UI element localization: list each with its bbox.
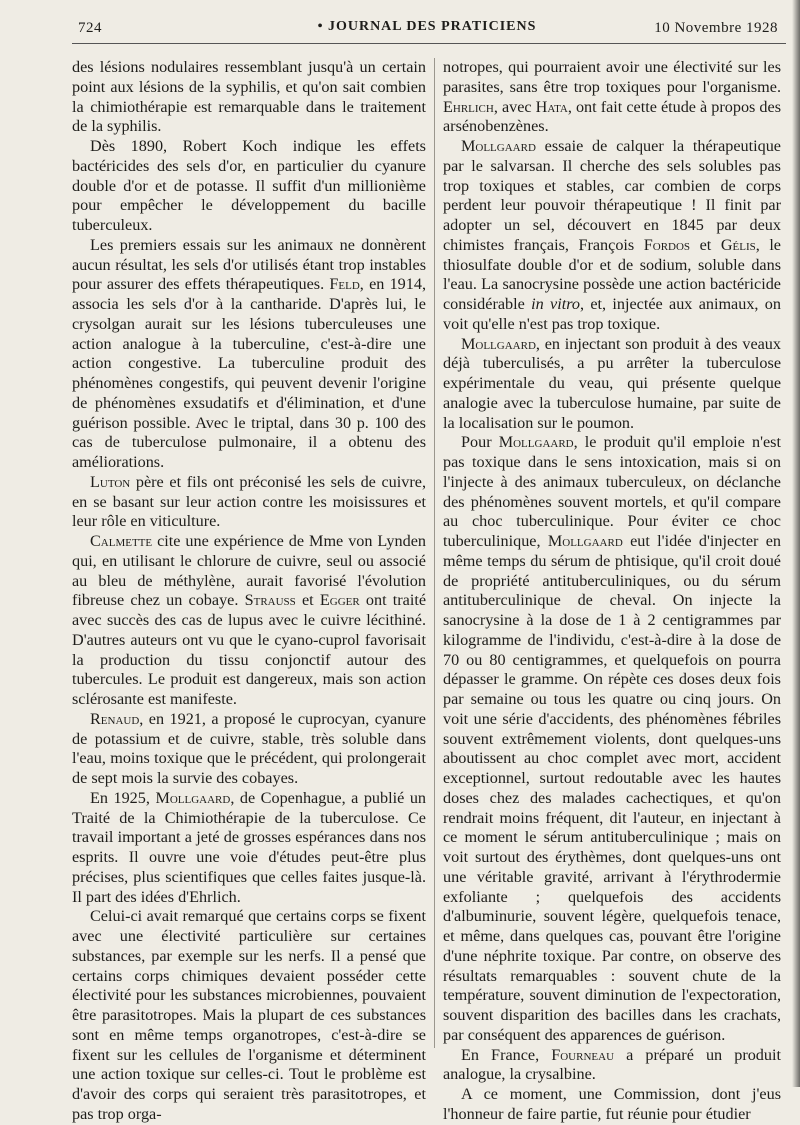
text-run: et	[295, 591, 320, 610]
text-run: , en 1921, a proposé le cuprocyan, cyanure de potassium et de cuivre, stable, très soluble dans l'eau, moins toxique que le précédent, qui prolongerait de sept mois la survie des cobayes.	[72, 709, 426, 787]
text-run: essaie de calquer la thérapeutique par le salvarsan. Il cherche des sels solubles pas trop toxiques et stables, car combien de corps perdent leur pouvoir thérapeutique ! Il finit par adopter un sel, découvert en 1845 par deux chimistes français, François	[443, 137, 781, 254]
page-number: 724	[78, 20, 102, 36]
text-run: , en injectant son produit à des veaux déjà tuberculisés, a pu arrêter la tuberculose expérimentale du veau, qui présente quelque analogie avec la tuberculose humaine, par suite de la localisation sur le poumon.	[443, 334, 781, 432]
text-run: cite une expérience de Mme von Lynden qui, en utilisant le chlorure de cuivre, seul ou associé au bleu de méthylène, aurait favorisé l'évolution fibreuse chez un cobaye.	[72, 532, 426, 610]
author-name: Mollgaard	[461, 334, 536, 353]
page-header	[72, 18, 782, 40]
text-run: Dès 1890, Robert Koch indique les effets bactéricides des sels d'or, en particulier du cyanure double d'or et de potasse. Il suffit d'un millionième pour empêcher le développement du bacille tuberculeux.	[72, 137, 426, 234]
text-run: eut l'idée d'injecter en même temps du sérum de phtisique, qu'il croit doué de propriété antituberculiniques, ou du sérum antituberculinique de cheval. On injecte la sanocrysine à la dose de 1 à 2 centigrammes par kilogramme de l'individu, c'est-à-dire à la dose de 70 ou 80 centigrammes, et quelquefois on pourra dépasser le gramme. On répète ces doses deux fois par semaine ou tous les quatre ou cinq jours. On voit une série d'accidents, des phénomènes fébriles souvent extrêmement violents, dont quelques-uns aboutissent au choc complet avec mort, accident exceptionnel, surtout redoutable avec les hautes doses chez des malades cachectiques, et qu'on rendrait moins fréquent, dit l'auteur, en injectant à ce moment le sérum antituberculinique ; mais on voit surtout des érythèmes, dont quelques-uns ont une véritable gravité, arrivant à l'érythrodermie exfoliante ; quelquefois des accidents d'albuminurie, souvent légère, quelquefois tenace, et même, dans quelques cas, pouvant être l'origine d'une néphrite toxique. Par contre, on observe des résultats remarquables : souvent chute de la température, souvent diminution de l'expectoration, souvent disparition des bacilles dans les crachats, par conséquent des apparences de guérison.	[443, 532, 781, 1044]
text-run: ont traité avec succès des cas de lupus avec le cuivre lécithiné. D'autres auteurs ont vu que le cyano-cuprol favorisait la production du tissu conjonctif autour des tubercules. Le produit est dangereux, mais son action sclérosante est manifeste.	[72, 591, 427, 708]
text-run: Les premiers essais sur les animaux ne donnèrent aucun résultat, les sels d'or utilisés étant trop instables pour assurer des effets thérapeutiques.	[72, 235, 426, 294]
text-run: et	[690, 235, 721, 254]
text-run: Celui-ci avait remarqué que certains corps se fixent avec une électivité particulière sur certaines substances, par exemple sur les nerfs. Il a pensé que certains corps chimiques devaient posséder cette électivité pour les substances microbiennes, pouvaient être parasitotropes. Mais la plupart de ces substances sont en même temps organotropes, c'est-à-dire se fixent sur les cellules de l'organisme et déterminent une action toxique sur celles-ci. Tout le problème est d'avoir des corps qui seraient très parasitotropes, et pas trop orga-	[72, 907, 426, 1123]
text-run: a préparé un produit analogue, la crysalbine.	[443, 1045, 781, 1084]
author-name: Feld	[329, 275, 360, 294]
paragraph	[443, 335, 781, 434]
paragraph	[72, 236, 426, 473]
right-column	[443, 58, 781, 1123]
text-run: père et fils ont préconisé les sels de cuivre, en se basant sur leur action contre les moisissures et leur rôle en viticulture.	[72, 472, 426, 531]
author-name: Egger	[319, 591, 360, 610]
text-run: , en 1914, associa les sels d'or à la cantharide. D'après lui, le crysolgan aurait sur les lésions tuberculeuses une action analogue à la tuberculine, c'est-à-dire une action congestive. La tuberculine produit des phénomènes congestifs, qui peuvent devenir l'origine de phénomènes exsudatifs et d'élimination, et d'une guérison possible. Avec le triptal, dans 30 p. 100 des cas de tuberculose pulmonaire, il a obtenu des améliorations.	[72, 275, 427, 471]
text-run: , le produit qu'il emploie n'est pas toxique dans le sens intoxication, mais si on l'injecte à des animaux tuberculeux, on déclanche des phénomènes souvent mortels, et qu'il compare au choc tuberculinique. Pour éviter ce choc tuberculinique,	[443, 433, 781, 550]
author-name: Gélis	[720, 235, 756, 254]
text-run: Pour	[461, 433, 499, 452]
paragraph	[443, 137, 781, 335]
paragraph	[72, 789, 426, 908]
paragraph	[72, 710, 426, 789]
text-run: A ce moment, une Commission, dont j'eus l'honneur de faire partie, fut réunie pour étudier	[443, 1085, 781, 1123]
paragraph	[72, 137, 426, 236]
text-run: En France,	[461, 1045, 552, 1064]
author-name: Fourneau	[551, 1045, 615, 1064]
left-column	[72, 58, 426, 1125]
journal-title: • JOURNAL DES PRATICIENS	[317, 19, 537, 34]
paragraph	[443, 58, 781, 137]
author-name: Strauss	[244, 591, 296, 610]
paragraph	[72, 473, 426, 532]
author-name: Calmette	[90, 532, 153, 550]
paragraph	[443, 1085, 781, 1125]
text-run: notropes, qui pourraient avoir une électivité sur les parasites, sans être trop toxiques pour l'organisme.	[443, 58, 781, 96]
text-run: , et, injectée aux animaux, on voit qu'elle n'est pas trop toxique.	[443, 295, 781, 333]
paragraph	[443, 1046, 781, 1086]
author-name: Renaud	[90, 709, 140, 728]
text-run: , avec	[493, 97, 536, 116]
paragraph	[443, 433, 781, 1045]
author-name: Mollgaard	[155, 788, 231, 807]
paragraph	[72, 907, 426, 1124]
column-divider	[434, 58, 435, 1048]
italic-term: in vitro	[531, 295, 580, 313]
author-name: Ehrlich	[443, 97, 494, 116]
page-edge-shadow	[792, 0, 800, 1087]
paragraph	[72, 58, 426, 137]
text-run: En 1925,	[90, 788, 156, 807]
text-run: , de Copenhague, a publié un Traité de la Chimiothérapie de la tuberculose. Ce travail important a jeté de grosses espérances dans nos esprits. Il ouvre une voie d'études peut-être plus précises, plus scientifiques que celles faites jusque-là. Il part des idées d'Ehrlich.	[72, 788, 427, 906]
author-name: Hata	[535, 97, 568, 116]
issue-date: 10 Novembre 1928	[654, 20, 778, 36]
text-run: , le thiosulfate double d'or et de sodium, soluble dans l'eau. La sanocrysine possède une action bactéricide considérable	[443, 235, 781, 313]
text-run: , ont fait cette étude à propos des arsénobenzènes.	[443, 97, 781, 136]
text-run: des lésions nodulaires ressemblant jusqu'à un certain point aux lésions de la syphilis, et qu'on sait combien la chimiothérapie est remarquable dans le traitement de la syphilis.	[72, 58, 426, 136]
header-rule	[72, 43, 786, 44]
paragraph	[72, 532, 426, 710]
author-name: Luton	[90, 472, 131, 491]
author-name: Fordos	[643, 235, 691, 254]
author-name: Mollgaard	[547, 532, 623, 550]
author-name: Mollgaard	[461, 137, 536, 155]
author-name: Mollgaard	[498, 433, 574, 452]
